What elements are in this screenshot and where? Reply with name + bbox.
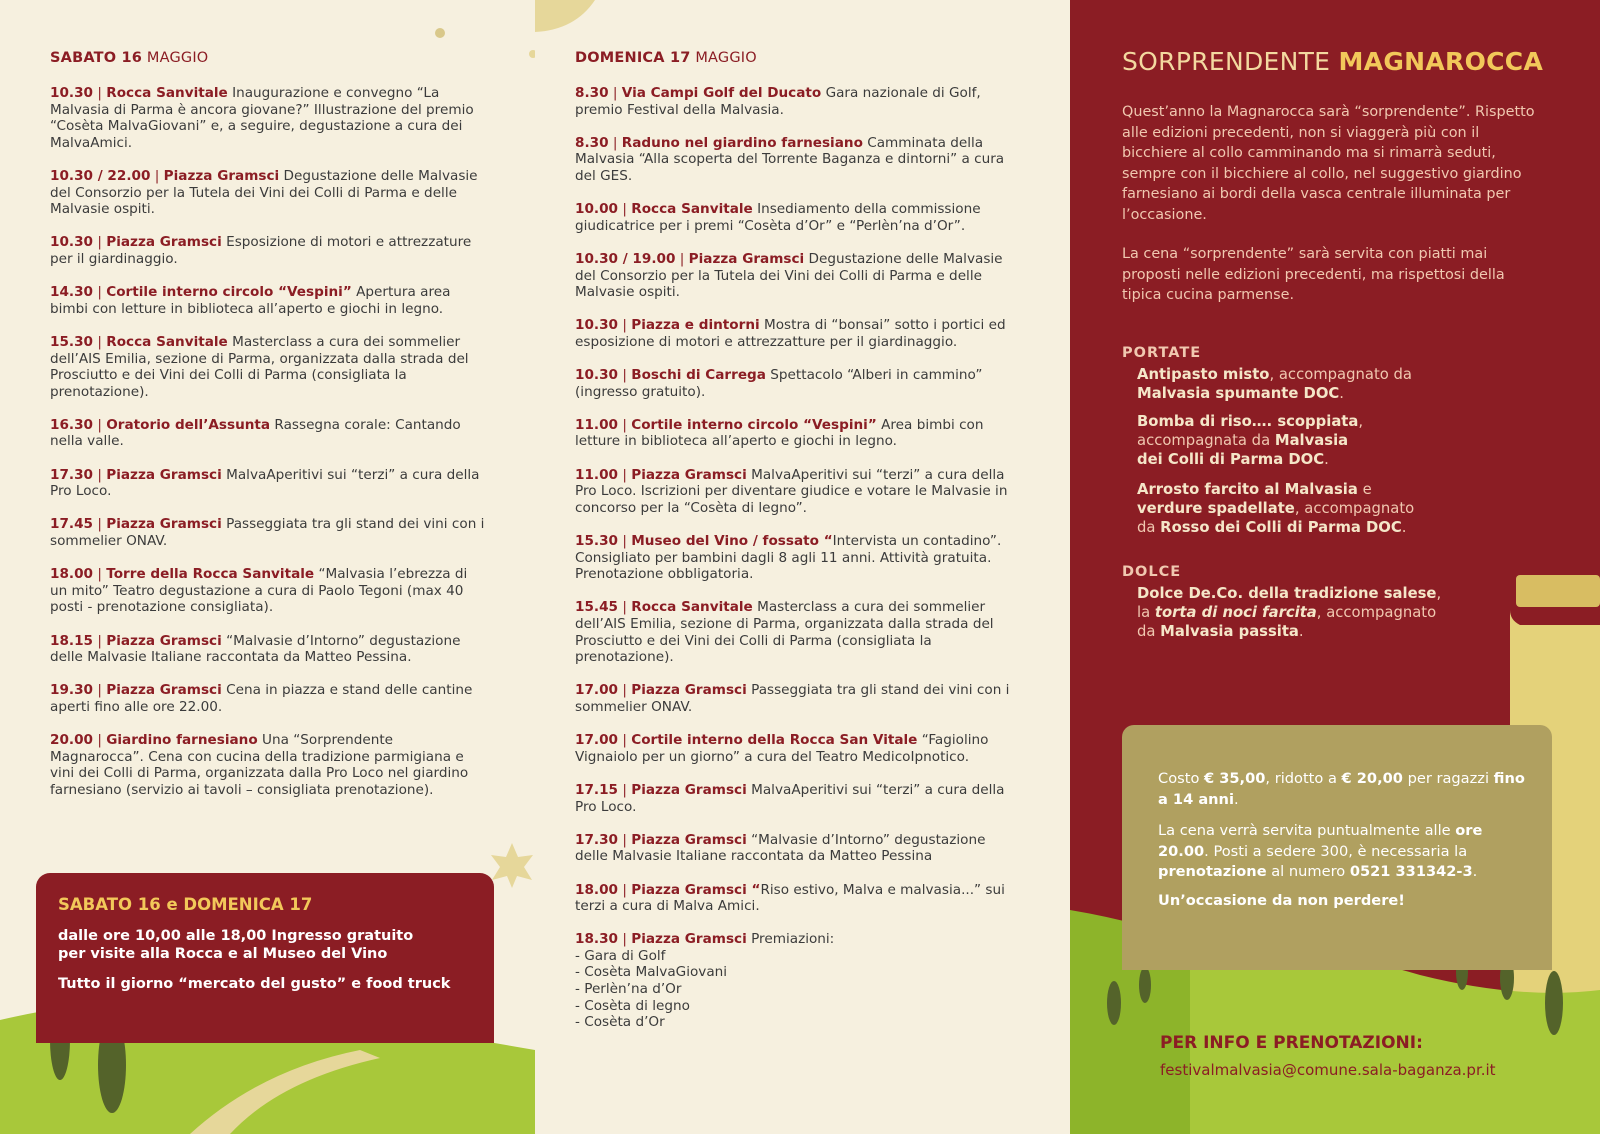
event-description: MalvaAperitivi sui “terzi” a cura della Pro Loco. Iscrizioni per diventare giudice e votare le Malvasie in concorso per la “Cosèta di legno”.	[575, 466, 1008, 516]
separator: |	[93, 732, 107, 749]
programma-sabato	[0, 0, 535, 1134]
event-item	[50, 234, 488, 267]
event-time: 17.30	[575, 831, 618, 848]
event-time: 8.30	[575, 134, 609, 151]
event-item	[575, 931, 1015, 1031]
event-place: Giardino farnesiano	[106, 732, 258, 749]
separator: |	[93, 516, 107, 533]
separator: |	[675, 250, 689, 267]
separator: |	[93, 333, 107, 350]
leaf-icon	[487, 840, 535, 890]
event-description: MalvaAperitivi sui “terzi” a cura della Pro Loco.	[575, 781, 1005, 815]
separator: |	[618, 416, 632, 433]
separator: |	[93, 566, 107, 583]
event-description: “Malvasie d’Intorno” degustazione delle Malvasie Italiane raccontata da Matteo Pessina	[575, 831, 986, 865]
event-description: “Malvasie d’Intorno” degustazione delle Malvasie Italiane raccontata da Matteo Pessina.	[50, 632, 461, 666]
separator: |	[618, 599, 632, 616]
separator: |	[608, 85, 622, 101]
event-description: Passeggiata tra gli stand dei vini con i sommelier ONAV.	[575, 682, 1010, 715]
event-description: Gara nazionale di Golf, premio Festival della Malvasia.	[575, 85, 981, 118]
event-place: Boschi di Carrega	[631, 367, 766, 384]
event-time: 17.15	[575, 781, 618, 798]
event-description: Camminata della Malvasia “Alla scoperta del Torrente Baganza e dintorni” a cura del GES.	[575, 134, 1005, 184]
separator: |	[93, 466, 107, 483]
event-item	[575, 367, 1015, 400]
event-time: 10.30 / 19.00	[575, 250, 676, 267]
event-place: Rocca Sanvitale	[106, 333, 228, 350]
separator: |	[608, 134, 622, 151]
event-item	[50, 516, 488, 549]
event-place: Oratorio dell’Assunta	[106, 416, 271, 433]
event-item	[575, 85, 1015, 118]
event-place: Piazza Gramsci	[631, 831, 747, 848]
separator: |	[618, 781, 632, 798]
event-description: Premiazioni:	[746, 931, 835, 948]
event-time: 18.00	[50, 566, 93, 583]
event-list-sabato	[50, 85, 488, 815]
event-description: Riso estivo, Malva e malvasia...” sui terzi a cura di Malva Amici.	[575, 881, 1005, 915]
event-description: Una “Sorprendente Magnarocca”. Cena con cucina della tradizione parmigiana e vini dei Colli di Parma, organizzata dalla Pro Loco nel giardino farnesiano (servizio ai tavoli – consigliata prenotazione).	[50, 732, 469, 798]
event-place: Piazza Gramsci	[106, 234, 222, 251]
event-item	[575, 135, 1015, 185]
event-place: Cortile interno circolo “Vespini”	[106, 284, 352, 301]
event-place: Piazza Gramsci	[631, 466, 747, 483]
event-item	[50, 682, 488, 715]
event-item	[50, 566, 488, 616]
event-time: 11.00	[575, 416, 618, 433]
event-time: 18.15	[50, 632, 93, 649]
event-place: Piazza Gramsci	[688, 250, 805, 267]
event-time: 10.30	[50, 234, 93, 251]
menu-item: Arrosto farcito al Malvasia e verdure spadellate, accompagnato da Rosso dei Colli di Parma DOC.	[1137, 481, 1415, 536]
award-item: - Cosèta di legno	[575, 997, 690, 1014]
separator: |	[618, 317, 632, 334]
event-time: 10.30	[575, 317, 618, 334]
event-item	[50, 334, 488, 400]
info-heading: PER INFO E PRENOTAZIONI:	[1160, 1033, 1423, 1053]
booking-text: La cena verrà servita puntualmente alle ore 20.00. Posti a sedere 300, è necessaria la prenotazione al numero 0521 331342-3.	[1158, 822, 1483, 880]
event-place: Rocca Sanvitale	[631, 201, 753, 218]
event-description: Inaugurazione e convegno “La Malvasia di Parma è ancora giovane?” Illustrazione del premio “Cosèta MalvaGiovani” e, a seguire, degustazione a cura dei MalvaAmici.	[50, 85, 474, 151]
separator: |	[618, 682, 632, 699]
separator: |	[150, 167, 164, 184]
event-description: Mostra di “bonsai” sotto i portici ed esposizione di motori e attrezzatture per il giardinaggio.	[575, 317, 1006, 350]
page-title: SORPRENDENTE MAGNAROCCA	[1122, 47, 1544, 76]
decor-leaves-top	[0, 0, 535, 80]
weekend-box-title: SABATO 16 e DOMENICA 17	[58, 895, 313, 914]
event-place: Torre della Rocca Sanvitale	[106, 566, 315, 583]
event-description: Area bimbi con letture in biblioteca all’aperto e giochi in legno.	[575, 416, 984, 450]
price-box	[1122, 725, 1552, 970]
award-item: - Gara di Golf	[575, 947, 666, 964]
event-list-domenica	[575, 85, 1015, 1047]
contact-email[interactable]: festivalmalvasia@comune.sala-baganza.pr.it	[1160, 1061, 1496, 1079]
event-description: Insediamento della commissione giudicatrice per i premi “Cosèta d’Or” e “Perlèn’na d’Or”.	[575, 201, 981, 234]
event-place: Raduno nel giardino farnesiano	[621, 134, 863, 151]
event-time: 18.00	[575, 881, 618, 898]
intro-paragraph: La cena “sorprendente” sarà servita con piatti mai proposti nelle edizioni precedenti, ma rispettosi della tipica cucina parmense.	[1122, 246, 1505, 303]
event-description: Rassegna corale: Cantando nella valle.	[50, 416, 461, 450]
event-time: 10.30 / 22.00	[50, 167, 151, 184]
event-description: Degustazione delle Malvasie del Consorzio per la Tutela dei Vini dei Colli di Parma e delle Malvasie ospiti.	[50, 167, 478, 218]
award-item: - Cosèta MalvaGiovani	[575, 964, 728, 981]
programma-domenica	[535, 0, 1070, 1134]
event-description: Degustazione delle Malvasie del Consorzio per la Tutela dei Vini dei Colli di Parma e delle Malvasie ospiti.	[575, 250, 1003, 301]
day-title-sabato: SABATO 16 MAGGIO	[50, 50, 209, 66]
event-item	[575, 682, 1015, 715]
weekend-box-line: per visite alla Rocca e al Museo del Vino	[58, 946, 388, 962]
award-item: - Perlèn’na d’Or	[575, 981, 682, 998]
weekend-box-line: dalle ore 10,00 alle 18,00 Ingresso gratuito	[58, 928, 414, 944]
event-time: 17.00	[575, 682, 618, 699]
event-place: Piazza Gramsci	[106, 632, 222, 649]
event-time: 10.30	[50, 85, 93, 101]
separator: |	[618, 466, 632, 483]
event-time: 14.30	[50, 284, 93, 301]
section-heading-dolce: DOLCE	[1122, 564, 1182, 580]
event-description: Spettacolo “Alberi in cammino” (ingresso gratuito).	[575, 367, 983, 400]
event-place: Piazza Gramsci	[631, 931, 747, 948]
event-description: Masterclass a cura dei sommelier dell’AIS Emilia, sezione di Parma, organizzata dalla strada del Prosciutto e dei Vini dei Colli di Parma (consigliata la prenotazione).	[575, 599, 994, 666]
event-item	[50, 467, 488, 500]
event-place: Piazza Gramsci	[163, 167, 280, 184]
event-place: Rocca Sanvitale	[631, 599, 753, 616]
event-description: Masterclass a cura dei sommelier dell’AIS Emilia, sezione di Parma, organizzata dalla strada del Prosciutto e dei Vini dei Colli di Parma (consigliata la prenotazione).	[50, 333, 469, 400]
event-item	[575, 732, 1015, 765]
event-time: 16.30	[50, 416, 93, 433]
event-item	[50, 417, 488, 450]
section-heading-portate: PORTATE	[1122, 345, 1202, 361]
event-description: Cena in piazza e stand delle cantine aperti fino alle ore 22.00.	[50, 682, 473, 715]
event-place: Museo del Vino / fossato “	[631, 533, 833, 550]
event-place: Piazza Gramsci	[106, 466, 222, 483]
event-time: 15.30	[575, 533, 618, 550]
separator: |	[618, 881, 632, 898]
event-time: 15.45	[575, 599, 618, 616]
event-time: 18.30	[575, 931, 618, 948]
event-time: 11.00	[575, 466, 618, 483]
separator: |	[93, 682, 107, 699]
award-item: - Cosèta d’Or	[575, 1014, 665, 1031]
separator: |	[93, 85, 107, 101]
event-item	[575, 599, 1015, 665]
event-item	[50, 168, 488, 218]
magnarocca-panel	[1070, 0, 1600, 1134]
weekend-info-box	[36, 873, 494, 1043]
event-place: Piazza Gramsci	[106, 682, 222, 699]
separator: |	[618, 533, 632, 550]
event-time: 10.00	[575, 201, 618, 218]
event-time: 15.30	[50, 333, 93, 350]
event-place: Piazza Gramsci	[631, 682, 747, 699]
event-item	[575, 417, 1015, 450]
separator: |	[93, 284, 107, 301]
event-item	[575, 201, 1015, 234]
event-place: Piazza Gramsci	[106, 516, 222, 533]
event-item	[575, 882, 1015, 915]
event-item	[575, 467, 1015, 517]
event-description: MalvaAperitivi sui “terzi” a cura della Pro Loco.	[50, 466, 480, 500]
event-time: 8.30	[575, 85, 609, 101]
event-description: Apertura area bimbi con letture in biblioteca all’aperto e giochi in legno.	[50, 284, 451, 317]
event-place: Rocca Sanvitale	[106, 85, 228, 101]
occasion-text: Un’occasione da non perdere!	[1158, 892, 1405, 909]
price-text: Costo € 35,00, ridotto a € 20,00 per ragazzi fino a 14 anni.	[1158, 770, 1525, 808]
event-item	[50, 633, 488, 666]
event-item	[50, 732, 488, 798]
event-item	[575, 533, 1015, 583]
separator: |	[93, 632, 107, 649]
menu-item: Dolce De.Co. della tradizione salese, la torta di noci farcita, accompagnato da Malvasia passita.	[1137, 585, 1442, 640]
event-item	[575, 832, 1015, 865]
event-place: Piazza Gramsci “	[631, 881, 761, 898]
event-time: 20.00	[50, 732, 93, 749]
separator: |	[618, 732, 632, 749]
event-place: Cortile interno circolo “Vespini”	[631, 416, 877, 433]
event-time: 10.30	[575, 367, 618, 384]
menu-item: Bomba di riso…. scoppiata, accompagnata da Malvasia dei Colli di Parma DOC.	[1137, 413, 1364, 468]
event-description: “Malvasia l’ebrezza di un mito” Teatro degustazione a cura di Paolo Tegoni (max 40 posti - prenotazione consigliata).	[50, 566, 468, 616]
menu-item: Antipasto misto, accompagnato da Malvasia spumante DOC.	[1137, 366, 1412, 402]
event-item	[575, 782, 1015, 815]
event-description: Passeggiata tra gli stand dei vini con i sommelier ONAV.	[50, 516, 485, 550]
separator: |	[618, 931, 632, 948]
intro-paragraph: Quest’anno la Magnarocca sarà “sorprendente”. Rispetto alle edizioni precedenti, non si viaggerà più con il bicchiere al collo camminando ma si rimarrà seduti, sempre con il bicchiere al collo, nel suggestivo giardino farnesiano ai bordi della vasca centrale illuminata per l’occasione.	[1122, 104, 1535, 223]
event-place: Cortile interno della Rocca San Vitale	[631, 732, 918, 749]
event-time: 19.30	[50, 682, 93, 699]
day-title-domenica: DOMENICA 17 MAGGIO	[575, 50, 757, 66]
separator: |	[93, 416, 107, 433]
event-place: Piazza Gramsci	[631, 781, 747, 798]
event-place: Via Campi Golf del Ducato	[621, 85, 822, 101]
event-description: Esposizione di motori e attrezzature per il giardinaggio.	[50, 234, 472, 267]
event-item	[50, 284, 488, 317]
event-description: Intervista un contadino”. Consigliato per bambini dagli 8 agli 11 anni. Attività gratuita. Prenotazione obbligatoria.	[575, 533, 1002, 583]
event-item	[50, 85, 488, 151]
separator: |	[618, 367, 632, 384]
event-item	[575, 251, 1015, 301]
separator: |	[618, 831, 632, 848]
separator: |	[93, 234, 107, 251]
event-place: Piazza e dintorni	[631, 317, 760, 334]
separator: |	[618, 201, 632, 218]
event-time: 17.00	[575, 732, 618, 749]
weekend-box-line: Tutto il giorno “mercato del gusto” e food truck	[58, 976, 451, 992]
event-item	[575, 317, 1015, 350]
event-description: “Fagiolino Vignaiolo per un giorno” a cura del Teatro MedicoIpnotico.	[575, 732, 989, 765]
event-time: 17.30	[50, 466, 93, 483]
event-time: 17.45	[50, 516, 93, 533]
